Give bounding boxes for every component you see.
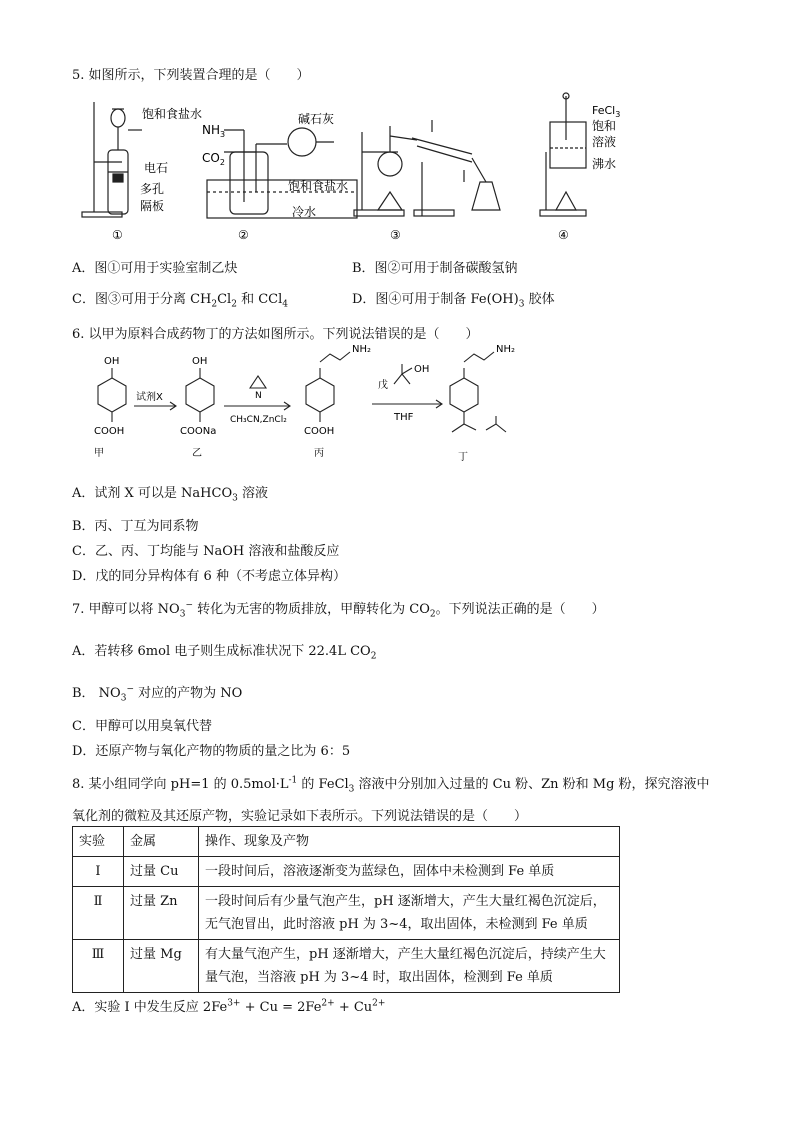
fig-label-4: ④: [558, 228, 569, 242]
table-row: [73, 940, 620, 993]
table-cell-metal: 过量 Cu: [124, 857, 199, 887]
label-solution: 溶液: [592, 135, 617, 149]
label-nacl-water-1: 饱和食盐水: [142, 107, 203, 121]
table-cell-metal: 过量 Mg: [124, 940, 199, 993]
label-saturated: 饱和: [592, 119, 617, 133]
label-ding: 丁: [458, 452, 468, 463]
q6-option-d[interactable]: D．戊的同分异构体有 6 种（不考虑立体异构）: [72, 569, 346, 584]
label-nh3: $NH_3$: [202, 123, 226, 139]
table-header-cell: 金属: [124, 827, 199, 857]
apparatus-2: [207, 128, 357, 218]
label-cond-2: CH₃CN,ZnCl₂: [230, 415, 287, 425]
aziridine: [250, 376, 266, 388]
q6-option-b[interactable]: B．丙、丁互为同系物: [72, 519, 199, 534]
q5-option-b[interactable]: B．图②可用于制备碳酸氢钠: [352, 261, 518, 276]
fig-label-1: ①: [112, 228, 123, 242]
fig-label-3: ③: [390, 228, 401, 242]
table-cell-metal: 过量 Zn: [124, 887, 199, 940]
q6-option-c[interactable]: C．乙、丙、丁均能与 NaOH 溶液和盐酸反应: [72, 544, 340, 559]
label-boiling-water: 沸水: [592, 157, 617, 171]
apparatus-4: [540, 93, 586, 216]
label-yi: 乙: [192, 448, 202, 459]
label-fecl3: FeCl$_3$: [592, 104, 621, 119]
ring-yi: [186, 378, 214, 412]
q5-apparatus-figure: [72, 92, 632, 244]
label-thf: THF: [394, 412, 414, 423]
label-wu: 戊: [378, 380, 388, 391]
table-row: [73, 857, 620, 887]
ring-bing: [306, 378, 334, 412]
label-oh-1: OH: [104, 356, 120, 367]
q8-stem-line-2: 氧化剂的微粒及其还原产物，实验记录如下表所示。下列说法错误的是（ ）: [72, 809, 528, 824]
q8-option-a[interactable]: A．实验 I 中发生反应 $2Fe^{3+} + Cu = 2Fe^{2+} + Cu^{2+}$: [72, 998, 386, 1015]
label-cold-water: 冷水: [292, 205, 317, 219]
table-cell-exp: Ⅲ: [73, 940, 124, 993]
q5-option-a[interactable]: A．图①可用于实验室制乙炔: [72, 261, 238, 276]
label-nh2-1: NH₂: [352, 344, 372, 355]
table-cell-desc: 一段时间后，溶液逐渐变为蓝绿色，固体中未检测到 Fe 单质: [199, 857, 620, 887]
q6-synthesis-scheme: [72, 344, 542, 464]
q7-option-d[interactable]: D．还原产物与氧化产物的物质的量之比为 6：5: [72, 744, 351, 759]
label-co2: $CO_2$: [202, 151, 225, 167]
q5-option-c[interactable]: C．图③可用于分离 $CH_2Cl_2$ 和 CCl$_4$: [72, 292, 289, 310]
label-nh2-2: NH₂: [496, 344, 516, 355]
label-nacl-water-2: 饱和食盐水: [288, 179, 349, 193]
ring-ding: [450, 378, 478, 412]
label-porous: 多孔: [140, 182, 165, 196]
q5-stem: 5. 如图所示，下列装置合理的是（ ）: [72, 68, 310, 83]
label-aziridine-n: N: [255, 391, 262, 401]
q7-option-c[interactable]: C．甲醇可以用臭氧代替: [72, 719, 212, 734]
table-cell-desc: 有大量气泡产生，pH 逐渐增大，产生大量红褐色沉淀后，持续产生大量气泡，当溶液 pH 为 3~4 时，取出固体，检测到 Fe 单质: [199, 940, 620, 993]
experiment-table: [72, 826, 620, 993]
label-carbide: 电石: [144, 161, 169, 175]
apparatus-3: [354, 120, 500, 216]
apparatus-1: [82, 102, 142, 217]
label-plate: 隔板: [140, 199, 165, 213]
label-bing: 丙: [314, 448, 324, 459]
table-header-cell: 实验: [73, 827, 124, 857]
table-row: [73, 887, 620, 940]
q8-stem-line-1: 8. 某小组同学向 pH=1 的 $0.5mol\cdot L^{-1}$ 的 FeCl$_3$ 溶液中分别加入过量的 Cu 粉、Zn 粉和 Mg 粉，探究溶液中: [72, 775, 710, 795]
label-jia: 甲: [94, 448, 104, 459]
q7-option-a[interactable]: A．若转移 6mol 电子则生成标准状况下 22.4L $CO_2$: [72, 644, 377, 662]
label-oh-2: OH: [192, 356, 208, 367]
table-cell-exp: Ⅱ: [73, 887, 124, 940]
label-coona: COONa: [180, 426, 217, 437]
table-header-cell: 操作、现象及产物: [199, 827, 620, 857]
q6-option-a[interactable]: A．试剂 X 可以是 NaHCO$_3$ 溶液: [72, 486, 268, 504]
label-cooh-1: COOH: [94, 426, 125, 437]
table-cell-exp: Ⅰ: [73, 857, 124, 887]
table-header-row: [73, 827, 620, 857]
q7-option-b[interactable]: B． $NO_3^-$ 对应的产物为 NO: [72, 684, 243, 704]
q6-stem: 6. 以甲为原料合成药物丁的方法如图所示。下列说法错误的是（ ）: [72, 327, 479, 342]
label-cooh-2: COOH: [304, 426, 335, 437]
fig-label-2: ②: [238, 228, 249, 242]
label-oh-3: OH: [414, 364, 430, 375]
table-cell-desc: 一段时间后有少量气泡产生，pH 逐渐增大，产生大量红褐色沉淀后，无气泡冒出，此时溶液 pH 为 3~4，取出固体，未检测到 Fe 单质: [199, 887, 620, 940]
label-soda-lime: 碱石灰: [298, 112, 335, 126]
ring-jia: [98, 378, 126, 412]
label-reagent-x: 试剂X: [136, 392, 163, 403]
q5-option-d[interactable]: D．图④可用于制备 $Fe(OH)_3$ 胶体: [352, 292, 555, 310]
q7-stem: 7. 甲醇可以将 $NO_3^-$ 转化为无害的物质排放，甲醇转化为 $CO_2$。下列说法正确的是（ ）: [72, 600, 605, 620]
